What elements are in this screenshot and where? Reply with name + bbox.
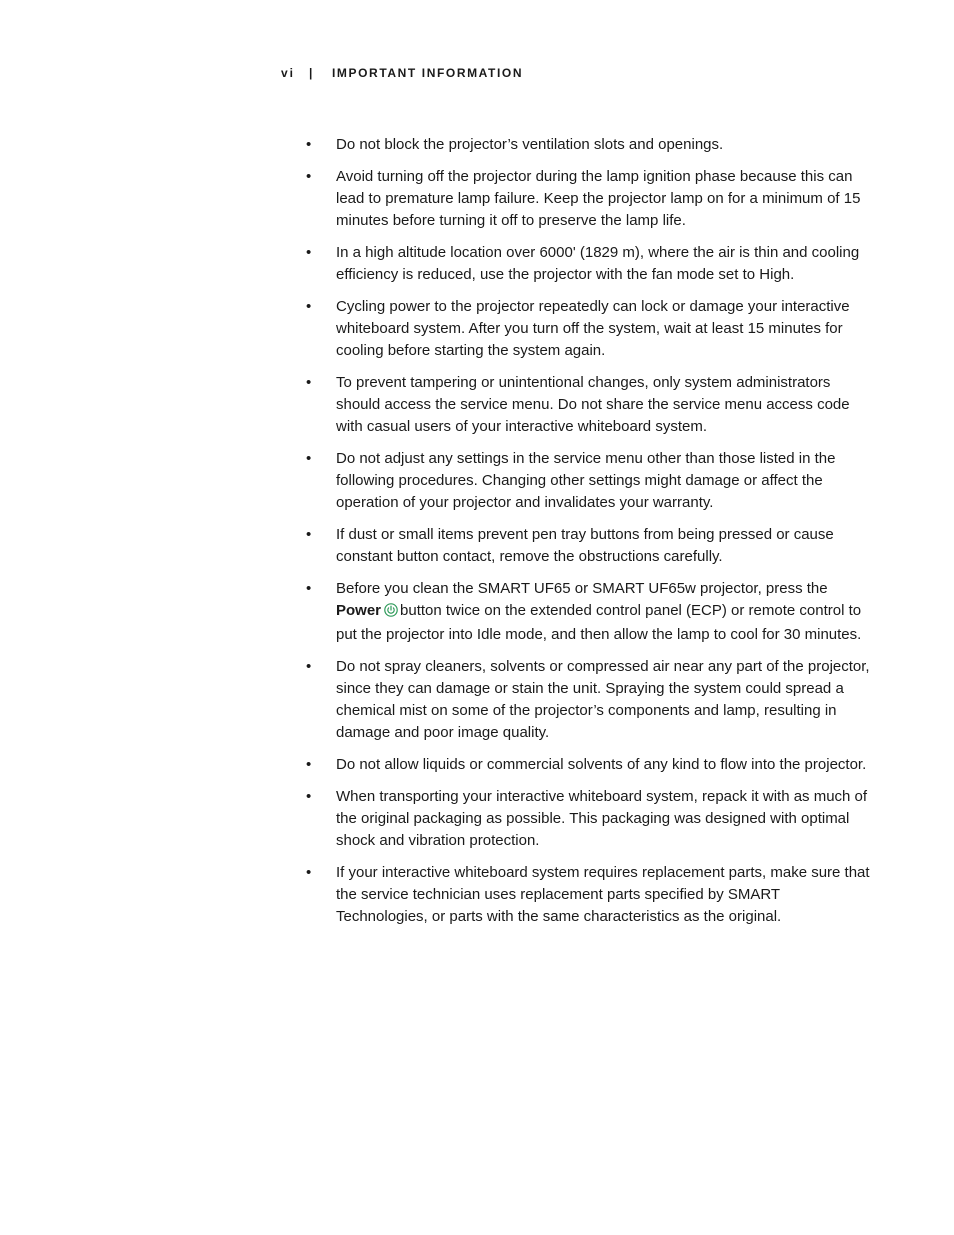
list-item-text: Do not spray cleaners, solvents or compressed air near any part of the projector, since they can damage or stain the unit. Spraying the system could spread a chemical mist on some of the projector’s components and lamp, resulting in damage and poor image quality. bbox=[336, 658, 870, 741]
bullet: • bbox=[306, 168, 312, 185]
list-item-text: If dust or small items prevent pen tray buttons from being pressed or cause constant button contact, remove the obstructions carefully. bbox=[336, 526, 834, 565]
list-item-text: Do not allow liquids or commercial solvents of any kind to flow into the projector. bbox=[336, 756, 867, 773]
list-item-text: In a high altitude location over 6000' (1829 m), where the air is thin and cooling efficiency is reduced, use the projector with the fan mode set to High. bbox=[336, 244, 860, 283]
list-item-text: When transporting your interactive whiteboard system, repack it with as much of the original packaging as possible. This packaging was designed with optimal shock and vibration protection. bbox=[336, 788, 868, 849]
list-item-text: Do not adjust any settings in the service menu other than those listed in the following procedures. Changing other settings might damage or affect the operation of your projector and invalidates your warranty. bbox=[336, 450, 836, 511]
bullet: • bbox=[306, 788, 312, 805]
list-item-text: Before you clean the SMART UF65 or SMART UF65w projector, press the bbox=[336, 580, 828, 597]
bullet: • bbox=[306, 244, 312, 261]
list-item bbox=[306, 134, 872, 156]
header-separator: | bbox=[309, 66, 314, 80]
bullet: • bbox=[306, 526, 312, 543]
bullet: • bbox=[306, 450, 312, 467]
bullet: • bbox=[306, 136, 312, 153]
list-item bbox=[306, 166, 872, 232]
power-label: Power bbox=[336, 602, 382, 619]
list-item bbox=[306, 296, 872, 362]
list-item-text: Avoid turning off the projector during the lamp ignition phase because this can lead to premature lamp failure. Keep the projector lamp on for a minimum of 15 minutes before turning it off to preserve the lamp life. bbox=[336, 168, 861, 229]
power-icon bbox=[384, 602, 398, 624]
list-item-text: Do not block the projector’s ventilation slots and openings. bbox=[336, 136, 724, 153]
list-item-text: If your interactive whiteboard system requires replacement parts, make sure that the service technician uses replacement parts specified by SMART Technologies, or parts with the same characteristics as the original. bbox=[336, 864, 870, 925]
list-item bbox=[306, 656, 872, 744]
list-item-power bbox=[306, 578, 872, 646]
list-item-text: To prevent tampering or unintentional changes, only system administrators should access the service menu. Do not share the service menu access code with casual users of your interactive whiteboard system. bbox=[336, 374, 850, 435]
bullet: • bbox=[306, 580, 312, 597]
bullet: • bbox=[306, 864, 312, 881]
list-item-text: Cycling power to the projector repeatedly can lock or damage your interactive whiteboard system. After you turn off the system, wait at least 15 minutes for cooling before starting the system again. bbox=[336, 298, 850, 359]
list-item bbox=[306, 524, 872, 568]
list-item bbox=[306, 786, 872, 852]
page-header bbox=[281, 66, 523, 80]
list-item bbox=[306, 242, 872, 286]
list-item bbox=[306, 754, 872, 776]
list-item bbox=[306, 372, 872, 438]
page-number: vi bbox=[281, 66, 296, 80]
section-title: IMPORTANT INFORMATION bbox=[331, 66, 524, 80]
list-item bbox=[306, 448, 872, 514]
bullet: • bbox=[306, 756, 312, 773]
bullet: • bbox=[306, 298, 312, 315]
bullet: • bbox=[306, 374, 312, 391]
list-item bbox=[306, 862, 872, 928]
bullet: • bbox=[306, 658, 312, 675]
list-item-text: button twice on the extended control panel (ECP) or remote control to put the projector into Idle mode, and then allow the lamp to cool for 30 minutes. bbox=[336, 602, 862, 643]
safety-list bbox=[306, 134, 872, 938]
